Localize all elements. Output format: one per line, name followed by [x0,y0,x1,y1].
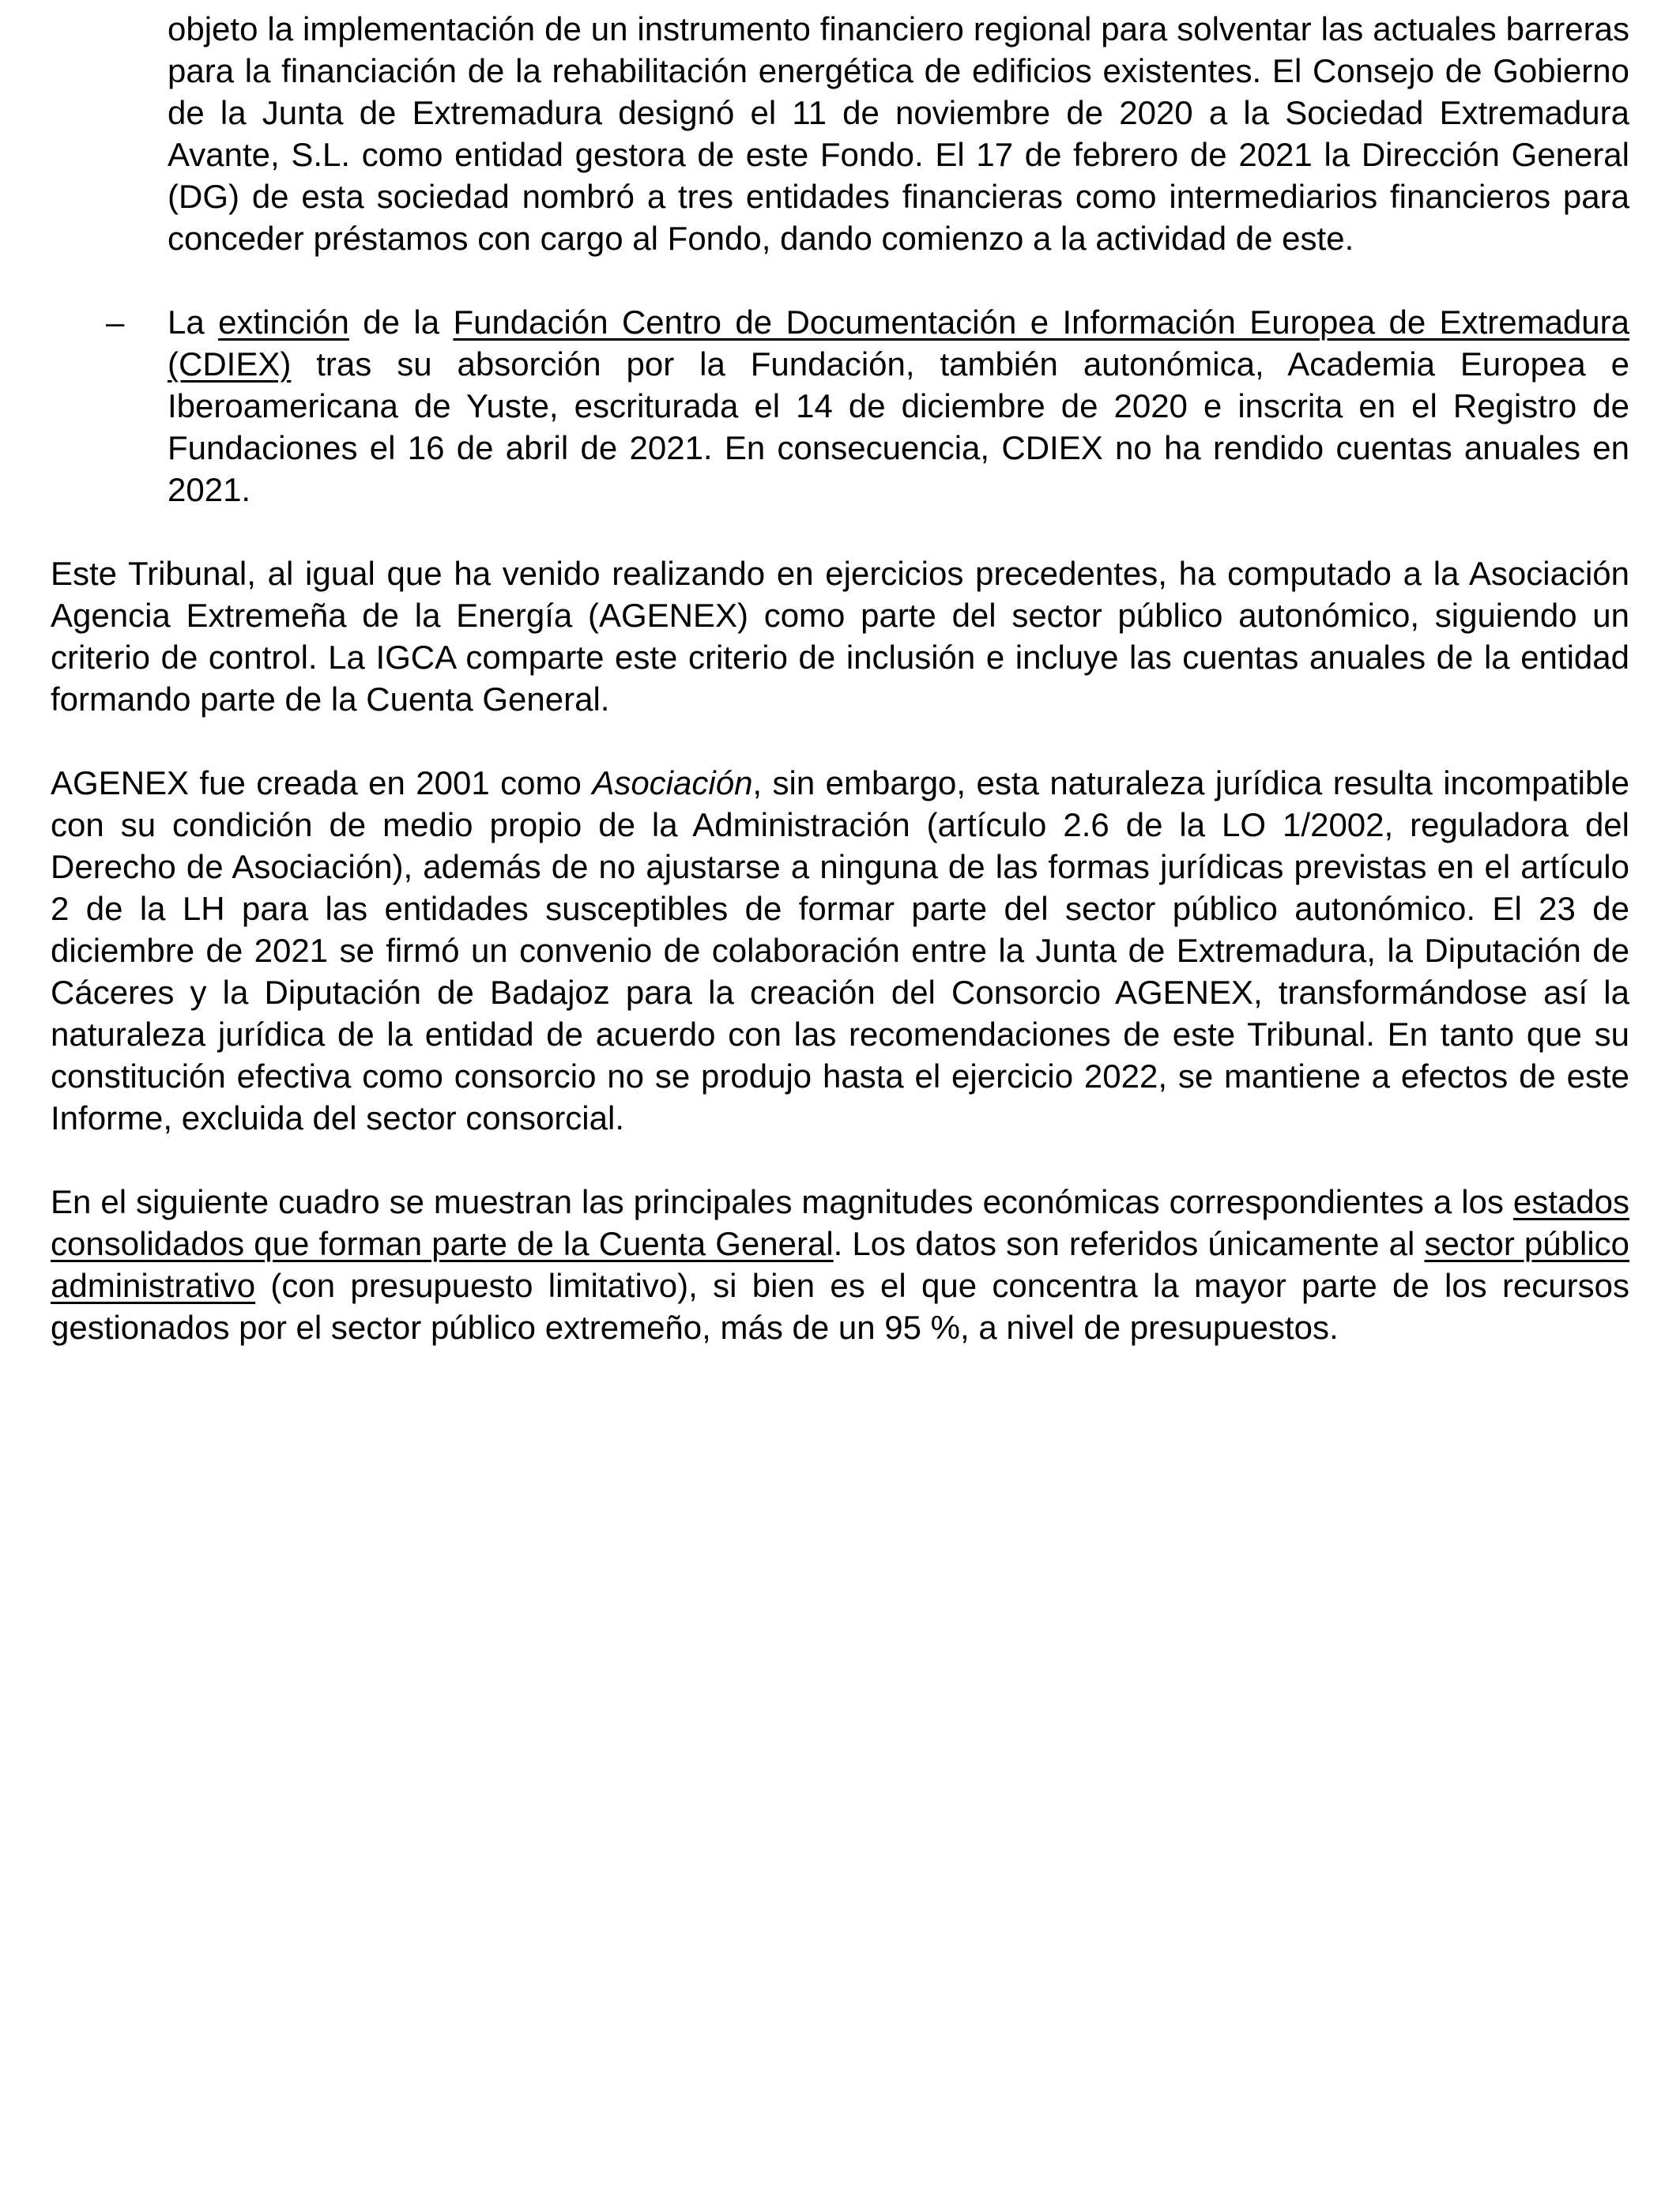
bullet-text-3: tras su absorción por la Fundación, también autonómica, Academia Europea e Iberoamericana de Yuste, escriturada el 14 de diciembre de 2020 e inscrita en el Registro de Fundaciones el 16 de abril de 2021. En consecuencia, CDIEX no ha rendido cuentas anuales en 2021. [168,345,1629,508]
bullet-underlined-fundacion: Fundación Centro de Documentación e Información Europea de Extremadura (CDIEX) [168,303,1629,383]
para3-text-3: (con presupuesto limitativo), si bien es el que concentra la mayor parte de los recursos gestionados por el sector público extremeño, más de un 95 %, a nivel de presupuestos. [51,1267,1629,1346]
spacer [51,720,1629,762]
para3-text-1: En el siguiente cuadro se muestran las principales magnitudes económicas correspondientes a los [51,1183,1513,1220]
paragraph-agenex-naturaleza [51,762,1629,1139]
paragraph-agenex-control: Este Tribunal, al igual que ha venido realizando en ejercicios precedentes, ha computado a la Asociación Agencia Extremeña de la Energía (AGENEX) como parte del sector público autonómico, siguiendo un criterio de control. La IGCA comparte este criterio de inclusión e incluye las cuentas anuales de la entidad formando parte de la Cuenta General. [51,555,1629,718]
para3-text-2: . Los datos son referidos únicamente al [833,1225,1425,1262]
spacer [51,259,1629,301]
bullet-underlined-extincion: extinción [218,303,349,341]
para3-underlined-estados: estados consolidados que forman parte de la Cuenta General [51,1183,1629,1262]
document-page [51,8,1629,1348]
para3-underlined-sector: sector público administrativo [51,1225,1630,1304]
para2-italic-asociacion: Asociación [592,764,753,801]
bullet-item-cdiex [51,301,1629,511]
paragraph-magnitudes [51,1181,1629,1348]
spacer [51,1139,1629,1181]
para2-text-1: AGENEX fue creada en 2001 como [51,764,593,801]
bullet-text-1: La [168,303,219,341]
spacer [51,511,1629,552]
continuation-paragraph: objeto la implementación de un instrumento financiero regional para solventar las actuales barreras para la financiación de la rehabilitación energética de edificios existentes. El Consejo de Gobierno de la Junta de Extremadura designó el 11 de noviembre de 2020 a la Sociedad Extremadura Avante, S.L. como entidad gestora de este Fondo. El 17 de febrero de 2021 la Dirección General (DG) de esta sociedad nombró a tres entidades financieras como intermediarios financieros para conceder préstamos con cargo al Fondo, dando comienzo a la actividad de este. [168,10,1629,257]
dash-bullet-marker: – [106,303,125,341]
bullet-text-2: de la [348,303,454,341]
para2-text-2: , sin embargo, esta naturaleza jurídica resulta incompatible con su condición de medio propio de la Administración (artículo 2.6 de la LO 1/2002, reguladora del Derecho de Asociación), además de no ajustarse a ninguna de las formas jurídicas previstas en el artículo 2 de la LH para las entidades susceptibles de formar parte del sector público autonómico. El 23 de diciembre de 2021 se firmó un convenio de colaboración entre la Junta de Extremadura, la Diputación de Cáceres y la Diputación de Badajoz para la creación del Consorcio AGENEX, transformándose así la naturaleza jurídica de la entidad de acuerdo con las recomendaciones de este Tribunal. En tanto que su constitución efectiva como consorcio no se produjo hasta el ejercicio 2022, se mantiene a efectos de este Informe, excluida del sector consorcial. [51,764,1630,1137]
